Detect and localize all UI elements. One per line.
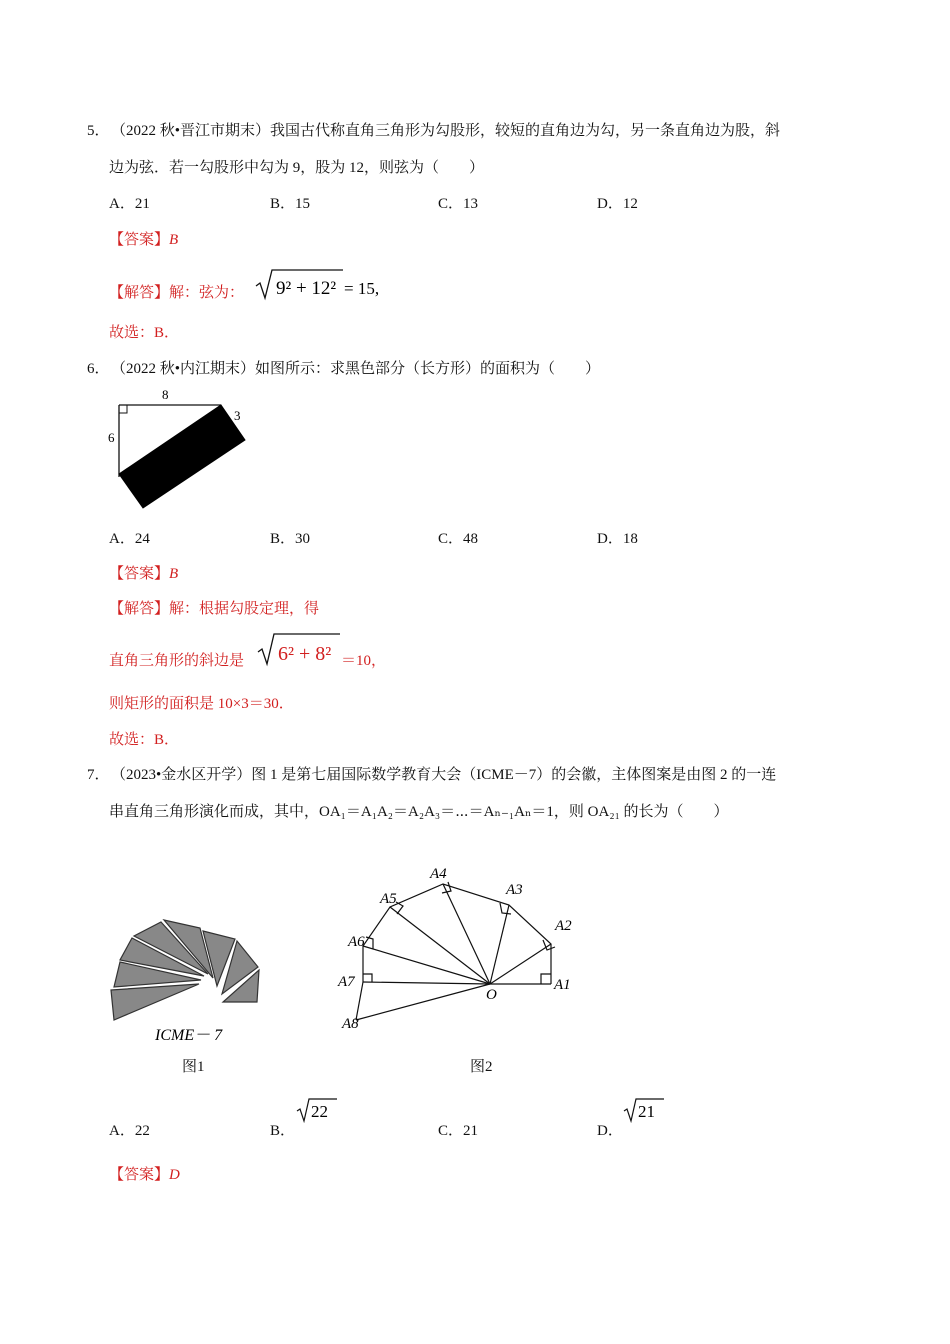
answer-label: 【答案】 <box>109 1167 170 1183</box>
q5-result: = 15, <box>344 279 380 298</box>
label-3: 3 <box>234 408 241 423</box>
sqrt-sign-icon <box>254 268 384 302</box>
q6-number: 6． <box>87 361 110 377</box>
q6-option-b: B．30 <box>270 531 311 547</box>
answer-label: 【答案】 <box>109 566 170 582</box>
q7-option-b-radical <box>295 1097 340 1123</box>
icme-logo-text: ICME－ 7 <box>155 1027 223 1044</box>
solution-label: 【解答】 <box>109 601 170 617</box>
label-a2: A2 <box>555 918 572 934</box>
label-a6: A6 <box>348 934 365 950</box>
q6-solution <box>109 597 319 618</box>
icme-logo-figure <box>104 912 269 1052</box>
label-8: 8 <box>162 387 169 402</box>
q5-text-line1: （2022 秋•晋江市期末）我国古代称直角三角形为勾股形，较短的直角边为勾，另一条直角边为股，斜 <box>111 123 781 139</box>
q7-option-b: B． <box>270 1123 296 1139</box>
q7-option-a: A．22 <box>109 1123 150 1139</box>
q5-formula <box>254 268 384 307</box>
spiral-figure <box>330 855 580 1045</box>
label-o: O <box>486 987 497 1003</box>
label-a4: A4 <box>430 866 447 882</box>
q5-number: 5． <box>87 123 110 139</box>
q5-conclusion: 故选：B． <box>109 325 180 341</box>
fig2-caption: 图2 <box>470 1059 493 1075</box>
q6-step1-text: 直角三角形的斜边是 <box>109 653 245 669</box>
q6-step1-result: ＝10， <box>341 653 387 669</box>
q7-option-c: C．21 <box>438 1123 479 1139</box>
solution-text: 解：根据勾股定理，得 <box>169 601 320 617</box>
q5-radicand: 9² + 12² <box>276 278 337 299</box>
q6-conclusion: 故选：B． <box>109 732 180 748</box>
q5-solution-label <box>109 281 244 302</box>
answer-value: D <box>169 1167 180 1183</box>
q5-option-d: D．12 <box>597 196 638 212</box>
q5-text-line2: 边为弦．若一勾股形中勾为 9，股为 12，则弦为（ ） <box>109 160 485 176</box>
logo-triangle <box>111 984 199 1020</box>
label-a3: A3 <box>506 882 523 898</box>
label-a5: A5 <box>380 891 397 907</box>
q6-option-d: D．18 <box>597 531 638 547</box>
q7-option-d-radical <box>622 1097 667 1123</box>
label-6: 6 <box>108 430 115 445</box>
q6-option-a: A．24 <box>109 531 150 547</box>
q5-option-c: C．13 <box>438 196 479 212</box>
q6-radicand: 6² + 8² <box>278 643 332 665</box>
fig1-caption: 图1 <box>182 1059 205 1075</box>
q7-number: 7． <box>87 767 110 783</box>
q7-text-line2: 串直角三角形演化而成，其中，OA₁＝A₁A₂＝A₂A₃＝⋯＝Aₙ₋₁Aₙ＝1，则 OA₂₁ 的长为（ ） <box>109 804 729 820</box>
black-rectangle <box>119 405 245 508</box>
q6-step2: 则矩形的面积是 10×3＝30． <box>109 696 294 712</box>
option-d-radicand: 21 <box>638 1102 655 1121</box>
option-b-radicand: 22 <box>311 1102 328 1121</box>
label-a7: A7 <box>338 974 355 990</box>
q5-option-a: A．21 <box>109 196 150 212</box>
answer-value: B <box>169 232 179 248</box>
answer-label: 【答案】 <box>109 232 170 248</box>
solution-text: 解：弦为： <box>169 285 245 301</box>
q5-answer <box>109 228 178 249</box>
q6-figure <box>100 384 260 514</box>
answer-value: B <box>169 566 179 582</box>
q6-answer <box>109 562 178 583</box>
solution-label: 【解答】 <box>109 285 170 301</box>
q6-text: （2022 秋•内江期末）如图所示：求黑色部分（长方形）的面积为（ ） <box>111 361 601 377</box>
q5-option-b: B．15 <box>270 196 311 212</box>
label-a8: A8 <box>342 1016 359 1032</box>
q6-option-c: C．48 <box>438 531 479 547</box>
q7-option-d: D． <box>597 1123 623 1139</box>
q7-answer <box>109 1163 180 1184</box>
q7-text-line1: （2023•金水区开学）图 1 是第七届国际数学教育大会（ICME－7）的会徽，主体图案是由图 2 的一连 <box>111 767 777 783</box>
label-a1: A1 <box>554 977 571 993</box>
